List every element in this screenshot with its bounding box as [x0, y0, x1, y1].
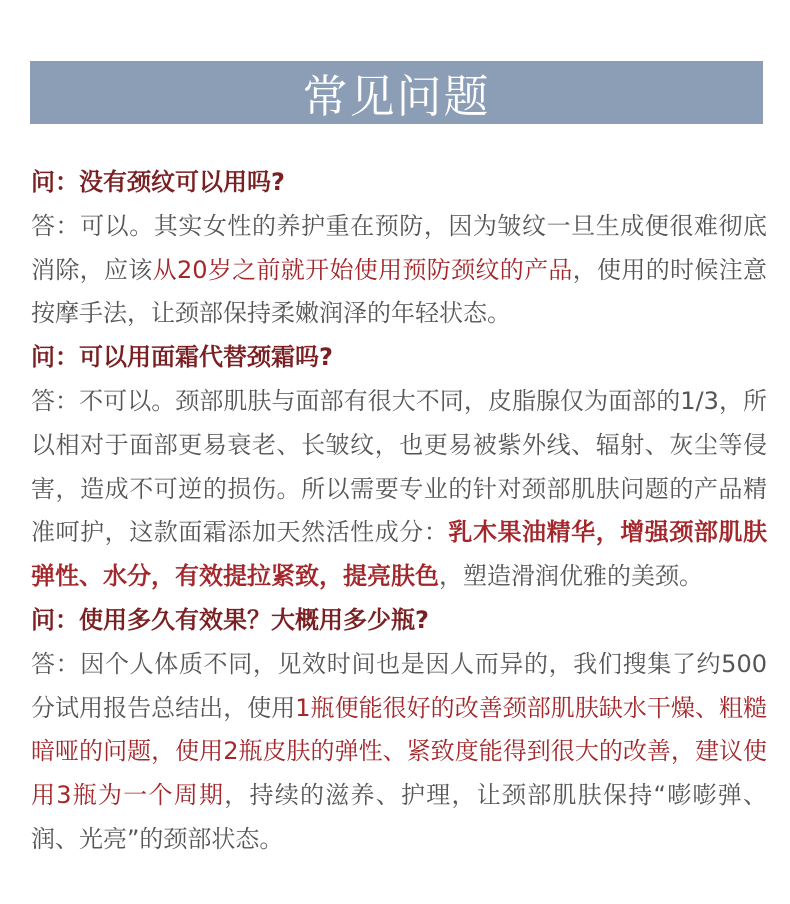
page-title: 常见问题 [302, 70, 491, 123]
answer-text: 答：不可以。颈部肌肤与面部有很大不同，皮脂腺仅为面部的1/3，所以相对于面部更易衰老、长皱纹，也更易被紫外线、辐射、灰尘等侵害，造成不可逆的损伤。所以需要专业的针对颈部肌肤问题的产品精准呵护，这款面霜添加天然活性成分： [31, 386, 767, 547]
faq-answer [31, 380, 767, 599]
faq-question: 问：可以用面霜代替颈霜吗? [31, 343, 333, 372]
faq-question: 问：使用多久有效果？大概用多少瓶? [31, 605, 429, 634]
answer-highlight: 乳木果油精华，增强颈部肌肤弹性、水分，有效提拉紧致，提亮肤色 [31, 518, 768, 591]
answer-text: 答：因个人体质不同，见效时间也是因人而异的，我们搜集了约500分试用报告总结出，使用 [31, 649, 767, 722]
answer-highlight: 从20岁之前就开始使用预防颈纹的产品 [152, 255, 573, 284]
faq-item [31, 161, 767, 336]
faq-question: 问：没有颈纹可以用吗? [31, 168, 285, 196]
answer-text: ，塑造滑润优雅的美颈。 [439, 562, 703, 591]
faq-item [31, 336, 767, 599]
faq-list [31, 161, 767, 862]
answer-text: ，使用的时候注意按摩手法，让颈部保持柔嫩润泽的年轻状态。 [31, 255, 768, 328]
faq-answer [31, 205, 767, 336]
faq-title-banner [30, 61, 763, 124]
answer-text: 答：可以。其实女性的养护重在预防，因为皱纹一旦生成便很难彻底消除，应该 [31, 211, 767, 284]
answer-text: ，持续的滋养、护理，让颈部肌肤保持“嘭嘭弹、润、光亮”的颈部状态。 [31, 781, 767, 853]
faq-item [31, 599, 767, 862]
answer-highlight: 1瓶便能很好的改善颈部肌肤缺水干燥、粗糙暗哑的问题，使用2瓶皮肤的弹性、紧致度能得到很大的改善，建议使用3瓶为一个周期 [31, 693, 767, 810]
faq-answer [31, 643, 767, 862]
